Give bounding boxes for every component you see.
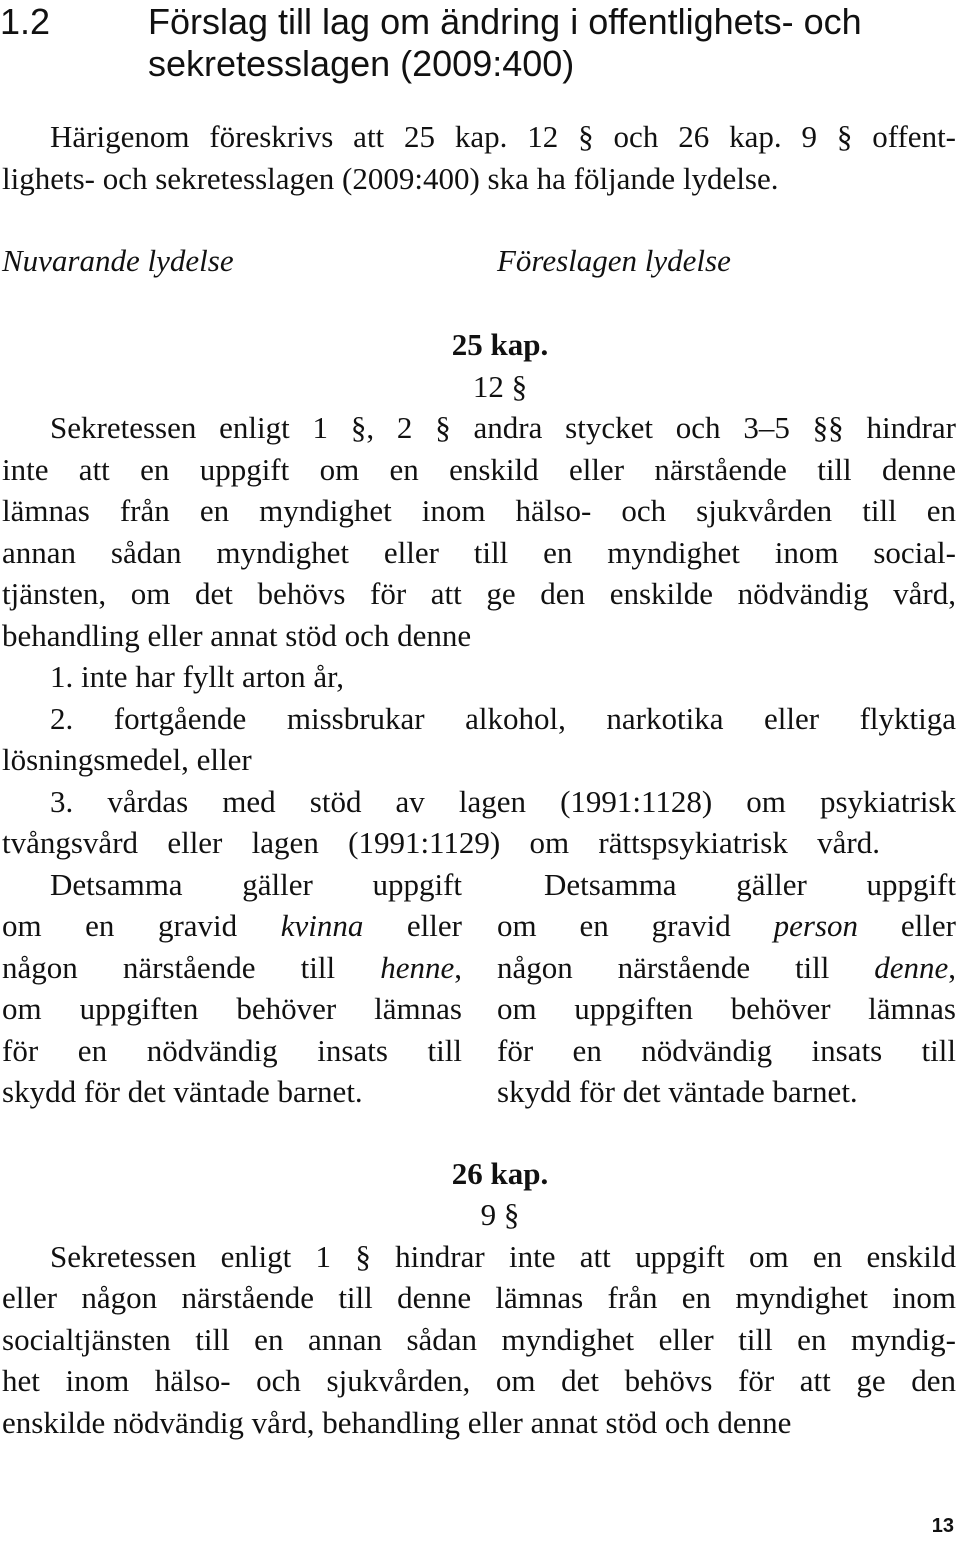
column-header-proposed: Föreslagen lydelse [497, 243, 731, 278]
ch25-list-item-2: 2. fortgående missbrukar alkohol, narkotika eller flyktiga [50, 701, 956, 736]
paragraph-12-heading: 12 § [472, 369, 528, 404]
ch26-body-line: het inom hälso- och sjukvården, om det behövs för att ge den [2, 1363, 956, 1398]
current-line: om uppgiften behöver lämnas [2, 991, 462, 1026]
proposed-line: Detsamma gäller uppgift [544, 867, 956, 902]
ch25-list-item-3: 3. vårdas med stöd av lagen (1991:1128) om psykiatrisk [50, 784, 956, 819]
ch25-list-item-1: 1. inte har fyllt arton år, [50, 659, 345, 694]
ch26-body-line: Sekretessen enligt 1 § hindrar inte att uppgift om en enskild [50, 1239, 956, 1274]
intro-line-1: Härigenom föreskrivs att 25 kap. 12 § och 26 kap. 9 § offent- [50, 119, 956, 154]
chapter-26-heading: 26 kap. [451, 1156, 549, 1191]
proposed-line: för en nödvändig insats till [497, 1033, 956, 1068]
ch25-list-item-3-cont: tvångsvård eller lagen (1991:1129) om rättspsykiatrisk vård. [2, 825, 880, 860]
ch25-list-item-2-cont: lösningsmedel, eller [2, 742, 252, 777]
proposed-line: om uppgiften behöver lämnas [497, 991, 956, 1026]
emphasis-denne: denne [874, 950, 949, 985]
emphasis-person: person [773, 908, 859, 943]
page-number: 13 [931, 1515, 954, 1537]
ch25-body-line: Sekretessen enligt 1 §, 2 § andra stycket och 3–5 §§ hindrar [50, 410, 956, 445]
intro-line-2: lighets- och sekretesslagen (2009:400) ska ha följande lydelse. [2, 161, 779, 196]
ch25-body-line: behandling eller annat stöd och denne [2, 618, 472, 653]
emphasis-kvinna: kvinna [280, 908, 364, 943]
section-number: 1.2 [0, 1, 51, 42]
ch25-body-line: inte att en uppgift om en enskild eller närstående till denne [2, 452, 956, 487]
current-line: om en gravid kvinna eller [2, 908, 462, 943]
section-title-line-2: sekretesslagen (2009:400) [148, 43, 575, 84]
ch25-body-line: annan sådan myndighet eller till en myndighet inom social- [2, 535, 956, 570]
current-line: skydd för det väntade barnet. [2, 1074, 363, 1109]
proposed-line: någon närstående till denne, [497, 950, 956, 985]
emphasis-henne: henne [380, 950, 455, 985]
proposed-line: om en gravid person eller [497, 908, 956, 943]
ch25-body-line: lämnas från en myndighet inom hälso- och sjukvården till en [2, 493, 956, 528]
ch26-body-line: eller någon närstående till denne lämnas från en myndighet inom [2, 1280, 956, 1315]
current-line: för en nödvändig insats till [2, 1033, 462, 1068]
current-line: någon närstående till henne, [2, 950, 462, 985]
ch25-body-line: tjänsten, om det behövs för att ge den enskilde nödvändig vård, [2, 576, 956, 611]
section-title-line-1: Förslag till lag om ändring i offentlighets- och [148, 1, 862, 42]
ch26-body-line: enskilde nödvändig vård, behandling eller annat stöd och denne [2, 1405, 792, 1440]
proposed-line: skydd för det väntade barnet. [497, 1074, 858, 1109]
paragraph-9-heading: 9 § [480, 1197, 520, 1232]
chapter-25-heading: 25 kap. [451, 327, 549, 362]
column-header-current: Nuvarande lydelse [2, 243, 234, 278]
ch26-body-line: socialtjänsten till en annan sådan myndighet eller till en myndig- [2, 1322, 956, 1357]
current-line: Detsamma gäller uppgift [50, 867, 462, 902]
